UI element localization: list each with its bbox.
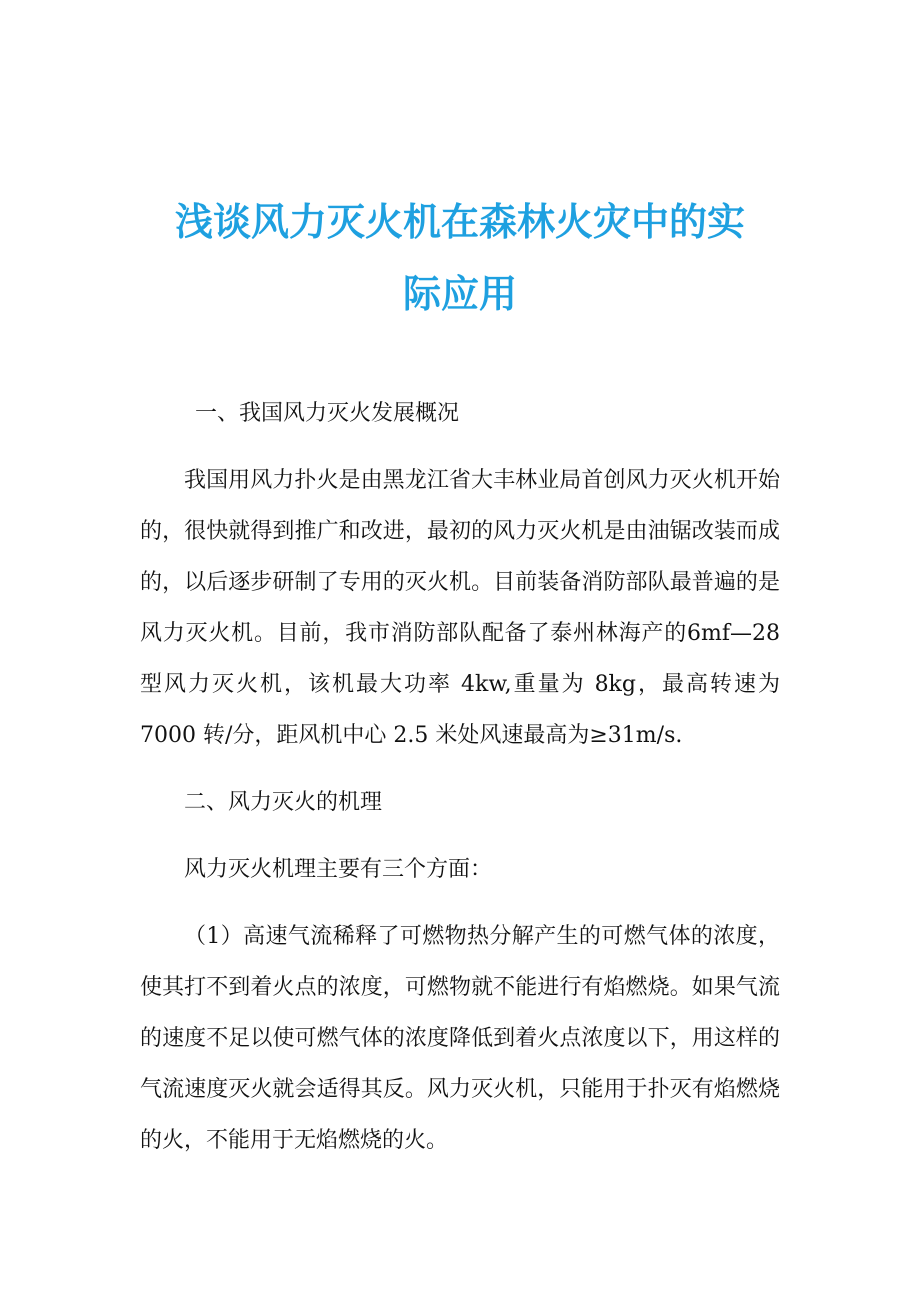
section-2-heading: 二、风力灭火的机理 xyxy=(184,790,383,815)
title-line-1: 浅谈风力灭火机在森林火灾中的实 xyxy=(174,200,745,244)
title-line-2: 际应用 xyxy=(402,272,517,316)
section-2-intro: 风力灭火机理主要有三个方面： xyxy=(184,857,493,882)
section-2-point-1: （1）高速气流稀释了可燃物热分解产生的可燃气体的浓度，使其打不到着火点的浓度，可燃物就不能进行有焰燃烧。如果气流的速度不足以使可燃气体的浓度降低到着火点浓度以下，用这样的气流速度灭火就会适得其反。风力灭火机，只能用于扑灭有焰燃烧的火，不能用于无焰燃烧的火。 xyxy=(140,924,780,1153)
section-1-heading: 一、我国风力灭火发展概况 xyxy=(195,401,460,426)
document-body xyxy=(140,388,780,1166)
document-title xyxy=(130,186,790,330)
section-1-paragraph: 我国用风力扑火是由黑龙江省大丰林业局首创风力灭火机开始的，很快就得到推广和改进，最初的风力灭火机是由油锯改装而成的，以后逐步研制了专用的灭火机。目前装备消防部队最普遍的是风力灭火机。目前，我市消防部队配备了泰州林海产的6mf—28 型风力灭火机，该机最大功率 4kw,重量为 8kg，最高转速为 7000 转/分，距风机中心 2.5 米处风速最高为≥31m/s. xyxy=(140,468,780,748)
